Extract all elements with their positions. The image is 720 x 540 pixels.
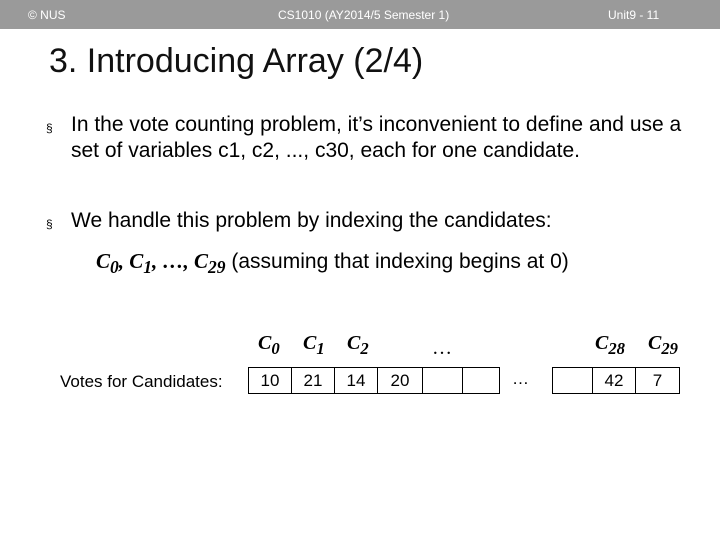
copyright-text: © NUS — [28, 8, 66, 22]
slide-title: 3. Introducing Array (2/4) — [49, 42, 424, 80]
bullet-text: We handle this problem by indexing the candidates: — [71, 209, 552, 232]
course-text: CS1010 (AY2014/5 Semester 1) — [278, 8, 450, 22]
label-ellipsis: … — [432, 337, 452, 359]
bullet-text: In the vote counting problem, it’s inconvenient to define and use a set of variables c1, c2, ..., c30, each for one candidate. — [71, 113, 682, 162]
array-cell: 21 — [291, 367, 335, 394]
array-index-label: $C_{29}$ — [648, 332, 678, 358]
array-cell: 10 — [248, 367, 292, 394]
slide-header — [0, 0, 720, 29]
array-cell: 42 — [592, 367, 636, 394]
page-number: Unit9 - 11 — [608, 8, 660, 22]
bullet-marker: § — [46, 217, 53, 231]
candidate-symbol: $C_0$, $C_1$, …, $C_{29}$ — [96, 249, 226, 278]
array-cell — [552, 367, 593, 394]
array-index-label: $C_2$ — [347, 332, 369, 358]
bullet-marker: § — [46, 121, 53, 135]
indexing-note: (assuming that indexing begins at 0) — [225, 250, 569, 273]
array-cell: 20 — [377, 367, 423, 394]
array-index-label: $C_{28}$ — [595, 332, 625, 358]
array-cell — [422, 367, 463, 394]
array-cell: 7 — [635, 367, 680, 394]
array-cell — [462, 367, 500, 394]
array-cell: 14 — [334, 367, 378, 394]
cells-ellipsis: … — [512, 369, 529, 388]
array-index-label: $C_1$ — [303, 332, 325, 358]
candidates-indexing-line — [96, 249, 569, 278]
array-index-label: $C_0$ — [258, 332, 280, 358]
row-label: Votes for Candidates: — [60, 372, 223, 391]
